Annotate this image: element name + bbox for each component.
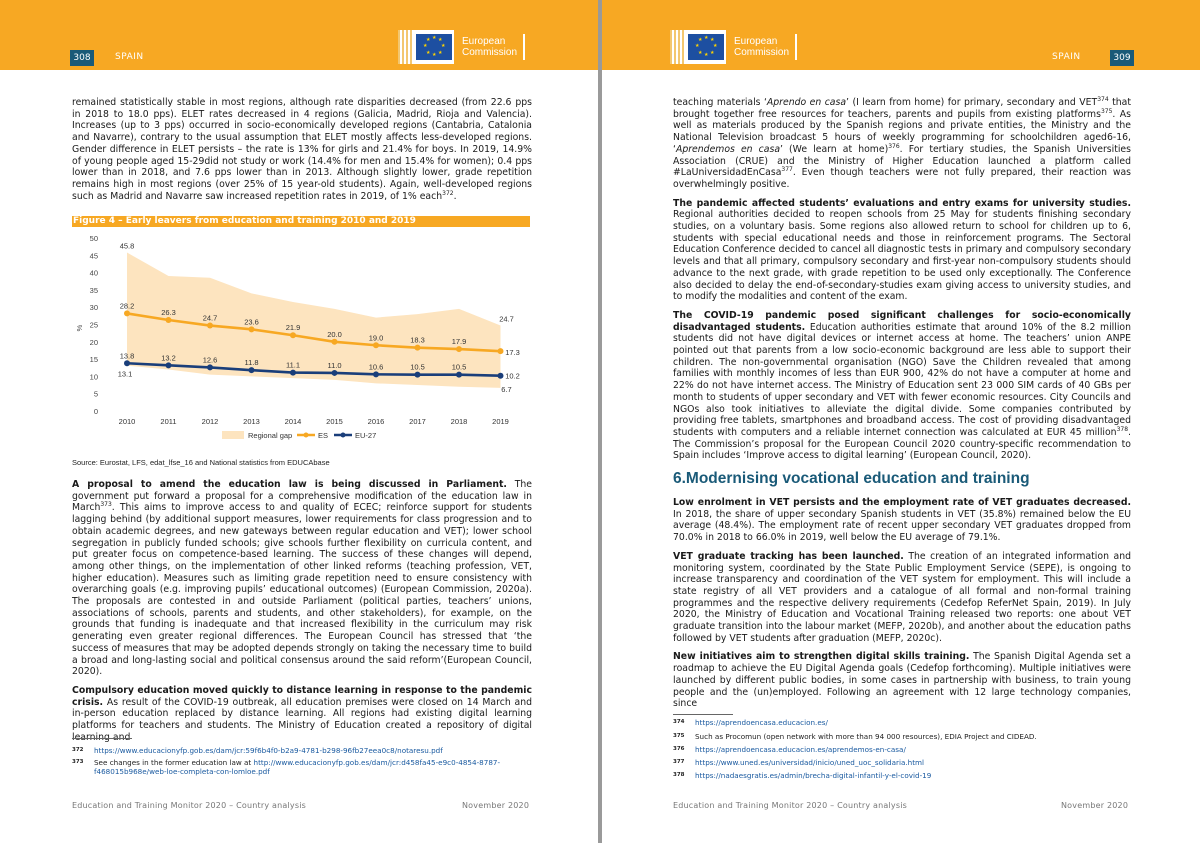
data-label: 17.3 xyxy=(505,348,520,358)
footnote-link[interactable]: f468015b968e/web-loe-completa-con-lomloe.pdf xyxy=(94,767,270,776)
figure-title: Figure 4 – Early leavers from education and training 2010 and 2019 xyxy=(72,216,530,227)
legend-swatch-gap xyxy=(222,431,244,439)
paragraph: Education authorities estimate that around 10% of the 8.2 million students did not have digital devices or internet access at home. The teachers’ union ANPE pointed out that parents from a low socio-economic background are less able to support their children. The non-governmental organisation (NGO) Save the Children revealed that among families with monthly incomes of less than EUR 900, 42% do not have a computer at home and 22% do not have internet access. The Ministry of Education sent 23 000 SIM cards of 40 GBs per month to students of upper secondary and VET with fewer economic resources. City Councils and NGOs also took initiatives to alleviate the digital divide. Some companies contributed by providing free tablets, smartphones and broadband access. The cost of providing disadvantaged students with computers and a reliable internet connection was calculated at EUR 45 million xyxy=(673,321,1131,438)
footnote-link[interactable]: https://nadaesgratis.es/admin/brecha-digital-infantil-y-el-covid-19 xyxy=(695,771,932,780)
y-tick-label: 40 xyxy=(89,268,98,278)
gap-label: 13.1 xyxy=(117,369,133,379)
paragraph-lead: A proposal to amend the education law is being discussed in Parliament. xyxy=(72,479,507,490)
x-tick-label: 2016 xyxy=(367,417,385,426)
body-text-bottom xyxy=(72,479,532,750)
data-point xyxy=(124,360,130,366)
footnote: 372 https://www.educacionyfp.gob.es/dam/jcr:59f6b4f0-b2a9-4781-b298-96fb27eea0c8/notaresu.pdf xyxy=(72,746,443,755)
data-label: 10.6 xyxy=(368,362,384,372)
logo-line-2: Commission xyxy=(462,47,518,58)
data-point xyxy=(207,323,213,329)
data-point xyxy=(373,371,379,377)
data-label: 23.6 xyxy=(244,317,259,327)
data-point xyxy=(498,348,504,354)
ec-logo xyxy=(670,30,797,64)
data-point xyxy=(415,372,421,378)
footnote: 373 See changes in the former education law at http://www.educacionyfp.gob.es/dam/jcr:d458fa45-e9c0-4854-8787- f468015b968e/web-loe-completa-con-lomloe.pdf xyxy=(72,758,501,776)
data-point xyxy=(249,326,255,332)
y-tick-label: 50 xyxy=(89,234,98,243)
y-axis-label: % xyxy=(75,324,84,332)
data-point xyxy=(415,345,421,351)
paragraph-lead: The COVID-19 pandemic posed significant challenges for socio-economically disadvantaged students. xyxy=(673,309,1131,333)
data-label: 26.3 xyxy=(161,308,176,318)
data-label: 18.3 xyxy=(410,335,425,345)
footnote-link[interactable]: https://www.educacionyfp.gob.es/dam/jcr:59f6b4f0-b2a9-4781-b298-96fb27eea0c8/notaresu.pdf xyxy=(94,746,443,755)
data-point xyxy=(166,317,172,323)
y-tick-label: 10 xyxy=(89,372,98,382)
footer-right: November 2020 xyxy=(462,801,530,810)
data-point xyxy=(456,372,462,378)
data-point xyxy=(498,373,504,379)
paragraph: In 2018, the share of upper secondary Spanish students in VET (35.8%) remained below the EU average (48.4%). The employment rate of recent upper secondary VET graduates dropped from 70.0% in 2018 to 66.0% in 2019, well below the EU average of 79.1%. xyxy=(673,508,1131,544)
footnote-link[interactable]: https://aprendoencasa.educacion.es/ xyxy=(695,718,828,727)
x-tick-label: 2018 xyxy=(450,417,468,426)
paragraph: As result of the COVID-19 outbreak, all education premises were closed on 14 March and in-person education replaced by distance learning. All regions had existing digital learning platforms for teachers and students. The Ministry of Education created a repository of digital xyxy=(72,696,532,732)
footnote-ref[interactable]: 372 xyxy=(442,189,454,197)
y-tick-label: 20 xyxy=(89,337,98,347)
y-tick-label: 35 xyxy=(89,285,98,295)
page-number: 309 xyxy=(1110,50,1134,66)
data-label: 19.0 xyxy=(368,333,384,343)
logo-line-1: European xyxy=(734,36,778,47)
paragraph: . This aims to improve access to and quality of ECEC; reinforce support for students lagging behind (by additional support measures, lower requirements for class progression and to obtain academic degrees, and new gateways between regular education and VET); lower school segregation in publicly funded schools; give schools further flexibility on curricula content, and put greater focus on competence-based learning. The success of these changes will depend, among other things, on the implementation of other linked reforms (teaching profession, VET, higher education). Measures such as limiting grade repetition need to ensure consistency with overarching goals (e.g. improving pupils’ educational outcomes) (European Commission, 2020a). The proposals are contested in and outside Parliament (political parties, teachers’ unions, associations of schools, parents and students, and other stakeholders), for example, on the grounds that funding is inadequate and that increased flexibility in the curriculum may risk generating even greater regional differences. The European Council has stressed that ‘the success of measures that may be adopted depends strongly on taking the necessary time to build a broad and long-lasting social and political consensus around the said reform’(European Council, 2020). xyxy=(72,502,532,678)
footnote-ref[interactable]: 374 xyxy=(1097,95,1109,103)
eu-flag-icon: ★ ★ ★ ★ ★ ★ ★ ★ xyxy=(688,34,724,60)
footnote-ref[interactable]: 376 xyxy=(888,142,900,150)
body-text-top: remained statistically stable in most regions, although rate disparities decreased (from 22.6 pps in 2018 to 18.0 pps). ELET rates decreased in 4 regions (Galicia, Madrid, Rioja and Valencia). Increases (up to 3 pps) occurred in socio-economically developed regions (Cantabria, Catalonia and Navarre), contrary to the usual assumption that ELET mostly affects less-developed regions. Gender difference in ELET persists – the rate is 13% for girls and 21.4% for boys. In 2019, 14.9% of young people aged 15-29did not study or work (14.4% for men and 15.4% for women); 0.4 pps lower than in 2018, and 7.6 pps lower than in 2013. Although slightly lower, grade repetition remains high in most regions (over 25% of 15 year-old students). Again, well-developed regions such as Madrid and Navarre saw increased repetition rates in 2019, of 1% each$^{372}$. xyxy=(72,97,532,202)
regional-gap-area xyxy=(127,253,501,388)
data-point xyxy=(290,332,296,338)
ec-logo xyxy=(398,30,525,64)
legend-label: EU-27 xyxy=(355,431,377,440)
legend-marker xyxy=(341,433,346,438)
x-tick-label: 2014 xyxy=(284,417,302,426)
data-label: 24.7 xyxy=(202,313,218,323)
paragraph: The creation of an integrated information and monitoring system, coordinated by the State Public Employment Service (SEPE), is ongoing to increase transparency and coordination of the VET system for employment. This will include a state registry of all VET providers and a catalogue of all formal and non-formal training programmes and the respective delivery requirements (Cedefop ReferNet Spain, 2019). In July 2020, the Ministry of Education and Vocational Training released two reports: one about VET graduate transition into the labour market (MEFP, 2020b), and another about the education paths followed by VET students after graduation (MEFP, 2020c). xyxy=(673,550,1131,644)
footnote-link[interactable]: https://aprendoencasa.educacion.es/aprendemos-en-casa/ xyxy=(695,745,906,754)
paragraph: Regional authorities decided to reopen schools from 25 May for students finishing secondary studies, on a voluntary basis. Some regions also allowed return to school for children up to 6, students with special educational needs and those in reinforcement programs. The Sectoral Education Conference decided to cancel all diagnostic tests in primary and compulsory secondary levels and that all primary, compulsory secondary and first-year non-compulsory students should advance to the next grade, with grade repetition to be used only exceptionally. The Conference also decided to delay the end-of-secondary-studies exam giving access to university studies, and to modify the modalities and content of the exam. xyxy=(673,209,1131,303)
footnote-text: Such as Procomun (open network with more than 94 000 resources), EDIA Project and CIDEAD. xyxy=(695,732,1037,741)
early-leavers-chart xyxy=(72,228,532,458)
data-label: 28.2 xyxy=(119,301,135,311)
paragraph: The government put forward a proposal for a comprehensive modification of the education law in March xyxy=(72,479,532,514)
y-tick-label: 15 xyxy=(89,355,98,365)
figure-source: Source: Eurostat, LFS, edat_lfse_16 and National statistics from EDUCAbase xyxy=(72,458,330,467)
data-label: 10.5 xyxy=(451,362,467,372)
data-label: 11.0 xyxy=(327,360,342,370)
data-label: 11.1 xyxy=(285,360,301,370)
footnote-ref[interactable]: 373 xyxy=(100,501,112,509)
footer-left: Education and Training Monitor 2020 – Country analysis xyxy=(72,801,306,810)
data-label: 11.8 xyxy=(244,358,259,368)
data-point xyxy=(166,362,172,368)
data-point xyxy=(332,370,338,376)
x-tick-label: 2015 xyxy=(326,417,343,426)
legend-label: ES xyxy=(318,431,329,440)
footnote-ref[interactable]: 375 xyxy=(1100,107,1113,115)
paragraph-lead: New initiatives aim to strengthen digital skills training. xyxy=(673,651,970,663)
x-tick-label: 2017 xyxy=(409,417,426,426)
footnote-link[interactable]: https://www.uned.es/universidad/inicio/uned_uoc_solidaria.html xyxy=(695,758,925,767)
data-label: 10.5 xyxy=(410,362,425,372)
country-label: SPAIN xyxy=(1052,52,1081,62)
data-label: 20.0 xyxy=(327,329,342,339)
y-tick-label: 25 xyxy=(89,320,98,330)
gap-label: 24.7 xyxy=(499,314,514,324)
paragraph: . The Commission’s proposal for the European Council 2020 country-specific recommendation to Spain includes ‘Improve access to digital learning’ (European Council, 2020). xyxy=(673,426,1131,462)
footnote-link[interactable]: http://www.educacionyfp.gob.es/dam/jcr:d458fa45-e9c0-4854-8787- xyxy=(253,758,501,767)
y-tick-label: 0 xyxy=(93,407,98,416)
footer-right: November 2020 xyxy=(1061,801,1129,810)
data-label: 13.8 xyxy=(119,351,135,361)
x-tick-label: 2012 xyxy=(201,417,219,426)
data-point xyxy=(290,370,296,376)
page-number: 308 xyxy=(70,50,94,66)
x-tick-label: 2013 xyxy=(243,417,260,426)
footnote: 377 https://www.uned.es/universidad/inicio/uned_uoc_solidaria.html xyxy=(673,758,925,767)
footnote: 375 Such as Procomun (open network with more than 94 000 resources), EDIA Project and CIDEAD. xyxy=(673,732,1037,741)
data-label: 17.9 xyxy=(451,337,467,347)
gap-label: 6.7 xyxy=(501,384,512,394)
section-heading: 6.Modernising vocational education and training xyxy=(673,470,1030,487)
y-tick-label: 5 xyxy=(93,389,98,399)
footnote: 378 https://nadaesgratis.es/admin/brecha-digital-infantil-y-el-covid-19 xyxy=(673,771,932,780)
data-label: 12.6 xyxy=(202,355,218,365)
legend-label: Regional gap xyxy=(248,431,293,440)
x-tick-label: 2011 xyxy=(160,417,177,426)
x-tick-label: 2019 xyxy=(492,417,509,426)
data-point xyxy=(207,364,213,370)
paragraph: The Spanish Digital Agenda set a roadmap to achieve the EU Digital Agenda goals (Cedefop forthcoming). Multiple initiatives were launched by different public bodies, in some cases in partnership with business, to train young people and the (un)employed. Following an agreement with 12 large technology companies, since xyxy=(673,651,1131,710)
x-tick-label: 2010 xyxy=(118,417,136,426)
y-tick-label: 45 xyxy=(89,251,98,261)
left-page xyxy=(0,0,598,843)
legend-marker xyxy=(304,433,309,438)
country-label: SPAIN xyxy=(115,52,144,62)
data-label: 13.2 xyxy=(161,353,176,363)
data-point xyxy=(124,310,130,316)
y-tick-label: 30 xyxy=(89,303,98,313)
eu-flag-icon: ★ ★ ★ ★ ★ ★ ★ ★ xyxy=(416,34,452,60)
right-page xyxy=(602,0,1200,843)
data-label: 10.2 xyxy=(505,371,520,381)
data-point xyxy=(332,339,338,345)
body-text-top: teaching materials ‘Aprendo en casa’ (I learn from home) for primary, secondary and VET$^{374}$ that brought together free resources for teachers, parents and pupils from existing platforms$^{375}$. As well as materials produced by the Spanish regions and private entities, the Ministry and the National Television broadcast 5 hours of weekly programming for schoolchildren aged6-16, ‘Aprendemos en casa’ (We learn at home)$^{376}$. For tertiary studies, the Spanish Universities Association (CRUE) and the Ministry of Higher Education launched a platform called #LaUniversidadEnCasa$^{377}$. Even though teachers were not fully prepared, their reaction was overwhelmingly positive. The pandemic affected students’ evaluations and entry exams for university studies. Regional authorities decided to reopen schools from 25 May for students finishing secondary studies, on a voluntary basis. Some regions also allowed return to school for children up to 6, students with special educational needs and those in reinforcement programs. The Sectoral Education Conference decided to cancel all diagnostic tests in primary and compulsory secondary levels and that all primary, compulsory secondary and first-year non-compulsory students should advance to the next grade, with grade repetition to be used only exceptionally. The Conference also decided to delay the end-of-secondary-studies exam giving access to university studies, and to modify the modalities and content of the exam. The COVID-19 pandemic posed significant challenges for socio-economically disadvantaged students. Education authorities estimate that around 10% of the 8.2 million students did not have digital devices or internet access at home. The teachers’ union ANPE pointed out that parents from a low socio-economic background are less able to support their children. The non-governmental organisation (NGO) Save the Children revealed that among families with monthly incomes of less than EUR 900, 42% do not have a computer at home and 22% do not have internet access. The Ministry of Education sent 23 000 SIM cards of 40 GBs per month to students of upper secondary and VET with fewer economic resources. City Councils and NGOs also took initiatives to alleviate the digital divide. Some companies contributed by providing free tablets, smartphones and broadband access. The cost of providing disadvantaged students with computers and a reliable internet connection was calculated at EUR 45 million$^{378}$. The Commission’s proposal for the European Council 2020 country-specific recommendation to Spain includes ‘Improve access to digital learning’ (European Council, 2020). xyxy=(673,95,1132,462)
paragraph-lead: Low enrolment in VET persists and the employment rate of VET graduates decreased. xyxy=(673,497,1131,508)
logo-line-2: Commission xyxy=(734,47,790,58)
paragraph: remained statistically stable in most regions, although rate disparities decreased (from 22.6 pps in 2018 to 18.0 pps). ELET rates decreased in 4 regions (Galicia, Madrid, Rioja and Valencia). Increases (up to 3 pps) occurred in socio-economically developed regions (Cantabria, Catalonia and Navarre), contrary to the usual assumption that ELET mostly affects less-developed regions. Gender difference in ELET persists – the rate is 13% for girls and 21.4% for boys. In 2019, 14.9% of young people aged 15-29did not study or work (14.4% for men and 15.4% for women); 0.4 pps lower than in 2018, and 7.6 pps lower than in 2013. Although slightly lower, grade repetition remains high in most regions (over 25% of 15 year-old students). Again, well-developed regions such as Madrid and Navarre saw increased repetition rates in 2019, of 1% each xyxy=(72,97,532,202)
gap-label: 45.8 xyxy=(119,241,135,251)
data-point xyxy=(373,342,379,348)
footnote-text: See changes in the former education law at xyxy=(94,758,254,767)
logo-line-1: European xyxy=(462,36,506,47)
paragraph-lead: The pandemic affected students’ evaluations and entry exams for university studies. xyxy=(673,197,1131,209)
paragraph-lead: Compulsory education moved quickly to distance learning in response to the pandemic crisis. xyxy=(72,684,532,708)
footnote-ref[interactable]: 377 xyxy=(781,166,793,174)
data-label: 21.9 xyxy=(285,323,301,333)
paragraph-lead: VET graduate tracking has been launched. xyxy=(673,550,904,562)
footnote: 376 https://aprendoencasa.educacion.es/aprendemos-en-casa/ xyxy=(673,745,906,754)
footnote: 374 https://aprendoencasa.educacion.es/ xyxy=(673,718,828,727)
footnote-ref[interactable]: 378 xyxy=(1116,425,1129,433)
footer-left: Education and Training Monitor 2020 – Country analysis xyxy=(673,801,907,810)
data-point xyxy=(456,346,462,352)
body-text-bottom xyxy=(673,497,1131,717)
data-point xyxy=(249,367,255,373)
